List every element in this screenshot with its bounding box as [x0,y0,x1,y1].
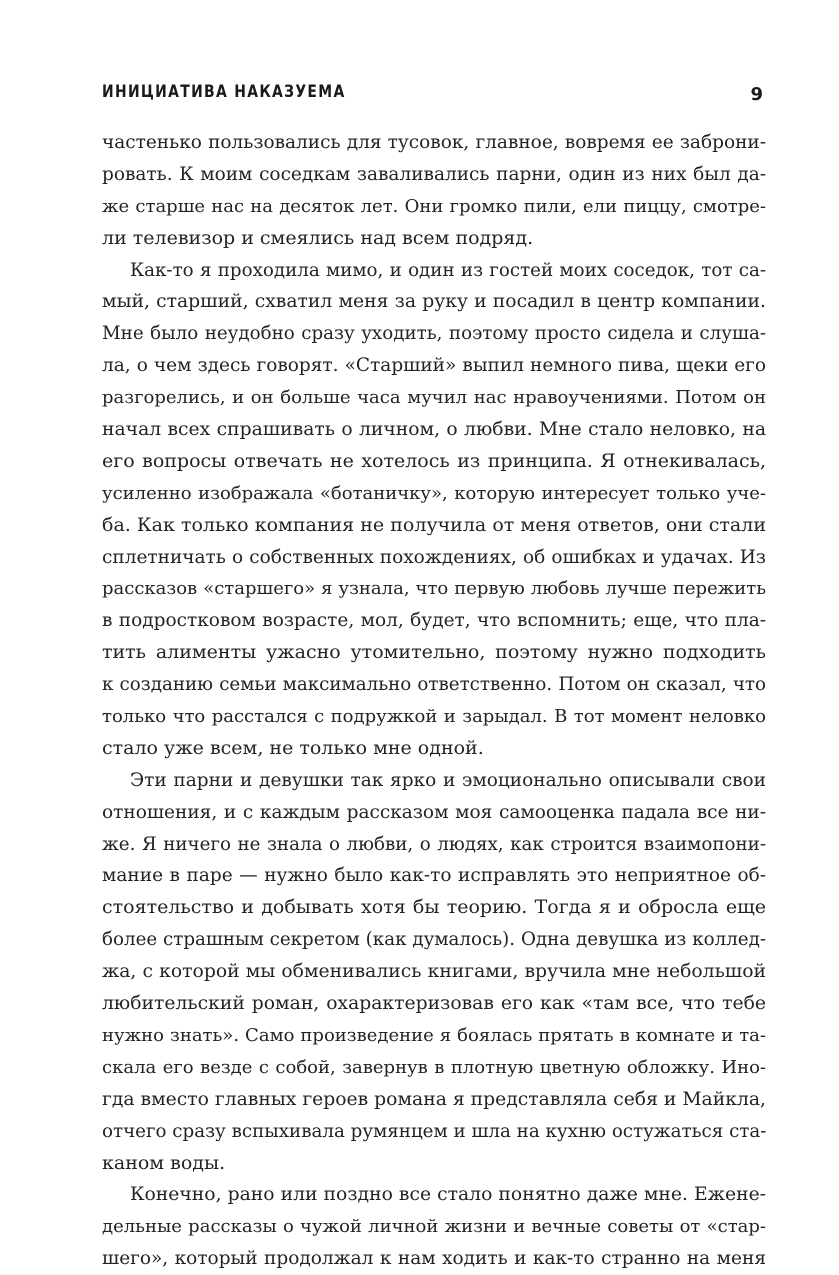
text-line: скала его везде с собой, завернув в плотную цветную обложку. Ино- [102,1056,766,1078]
text-line: к созданию семьи максимально ответственно. Потом он сказал, что [102,674,766,696]
text-line: разгорелись, и он больше часа мучил нас нравоучениями. Потом он [102,387,766,409]
text-line: сплетничать о собственных похождениях, об ошибках и удачах. Из [102,546,766,568]
text-line: стало уже всем, не только мне одной. [102,736,484,759]
text-line: мый, старший, схватил меня за руку и посадил в центр компании. [102,291,766,313]
paragraph [102,255,766,765]
text-line: ли телевизор и смеялись над всем подряд. [102,226,534,249]
text-line: Конечно, рано или поздно все стало понятно даже мне. Ежене- [130,1184,766,1206]
text-line: отчего сразу вспыхивала румянцем и шла на кухню остужаться ста- [102,1120,766,1142]
text-line: шего», который продолжал к нам ходить и как-то странно на меня [102,1248,766,1270]
running-title: ИНИЦИАТИВА НАКАЗУЕМА [102,82,346,102]
text-line: усиленно изображала «ботаничку», которую интересует только уче- [102,482,766,504]
text-line: стоятельство и добывать хотя бы теорию. Тогда я и обросла еще [102,896,766,919]
text-line: его вопросы отвечать не хотелось из принципа. Я отнекивалась, [102,449,766,472]
body-text [102,127,766,1275]
text-line: гда вместо главных героев романа я представляла себя и Майкла, [102,1088,766,1110]
text-line: любительский роман, охарактеризовав его как «там все, что тебе [102,993,766,1015]
text-line: же старше нас на десяток лет. Они громко пили, ели пиццу, смотре- [102,195,766,217]
text-line: ла, о чем здесь говорят. «Старший» выпил немного пива, щеки его [102,355,766,377]
text-line: нужно знать». Само произведение я боялась прятать в комнате и та- [102,1024,766,1046]
text-line: рассказов «старшего» я узнала, что первую любовь лучше пережить [102,578,766,600]
text-line: же. Я ничего не знала о любви, о людях, как строится взаимопони- [102,833,766,855]
text-line: начал всех спрашивать о личном, о любви. Мне стало неловко, на [102,419,766,441]
text-line: отношения, и с каждым рассказом моя самооценка падала все ни- [102,801,766,823]
text-line: в подростковом возрасте, мол, будет, что вспомнить; еще, что пла- [102,610,766,632]
text-line: Мне было неудобно сразу уходить, поэтому просто сидела и слуша- [102,323,766,345]
text-line: жа, с которой мы обменивались книгами, вручила мне небольшой [102,961,766,983]
text-line: тить алименты ужасно утомительно, поэтому нужно подходить [102,641,766,664]
paragraph [102,1179,766,1275]
text-line: дельные рассказы о чужой личной жизни и вечные советы от «стар- [102,1216,766,1238]
text-line: частенько пользовались для тусовок, главное, вовремя ее заброни- [102,132,766,153]
text-line: каном воды. [102,1151,226,1174]
text-line: ровать. К моим соседкам заваливались парни, один из них был да- [102,163,766,185]
text-line: ба. Как только компания не получила от меня ответов, они стали [102,513,766,536]
text-line: более страшным секретом (как думалось). Одна девушка из коллед- [102,929,766,951]
text-line: Как-то я проходила мимо, и один из гостей моих соседок, тот са- [130,259,766,281]
text-line: Эти парни и девушки так ярко и эмоционально описывали свои [130,769,766,791]
text-line: мание в паре — нужно было как-то исправлять это неприятное об- [102,865,766,887]
paragraph [102,127,766,255]
text-line: только что расстался с подружкой и зарыдал. В тот момент неловко [102,706,766,728]
paragraph [102,765,766,1180]
page-number: 9 [750,84,763,105]
